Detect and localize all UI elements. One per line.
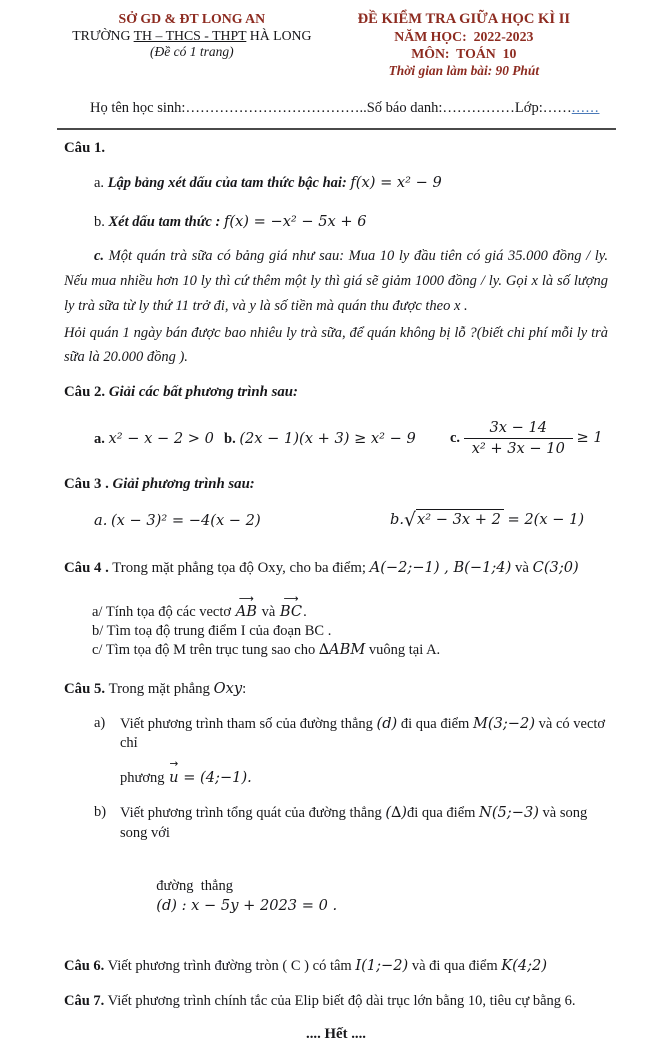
- line-delta-math: (∆): [385, 804, 407, 822]
- conjunction: và: [515, 560, 529, 577]
- question-4-intro-text: Trong mặt phẳng tọa độ Oxy, cho ba điểm;: [112, 560, 366, 577]
- question-3-items: [64, 506, 608, 536]
- question-5b-text-1: Viết phương trình tổng quát của đường thẳng: [120, 805, 382, 822]
- question-5a-text-4: phương: [120, 770, 165, 787]
- school-year-line: NĂM HỌC: 2022-2023: [394, 29, 534, 45]
- question-1b-title: Xét dấu tam thức :: [108, 214, 221, 231]
- question-3-title: Giải phương trình sau:: [112, 475, 255, 492]
- question-1b: [94, 212, 608, 232]
- school-name-underlined: TH – THCS - THPT: [133, 28, 247, 44]
- question-2a-math: x² − x − 2 > 0: [108, 429, 214, 447]
- item-marker: c.: [450, 430, 461, 446]
- candidate-number-dots: ……………: [442, 100, 515, 117]
- question-2c-tail: ≥ 1: [576, 429, 603, 446]
- vector-ab-label: AB: [235, 602, 257, 620]
- question-6: [64, 956, 608, 976]
- question-5a-line-2: [120, 758, 608, 788]
- question-5b-line-1: [120, 803, 608, 842]
- header-left-block: [64, 10, 320, 79]
- student-name-label: Họ tên học sinh:: [90, 100, 186, 117]
- question-4-intro: [64, 558, 608, 579]
- question-6-text-2: và đi qua điểm: [411, 958, 498, 975]
- colon: :: [242, 680, 247, 697]
- candidate-number-label: Số báo danh:: [366, 100, 443, 117]
- question-2: [64, 383, 608, 465]
- question-7: [64, 992, 608, 1011]
- question-1c: [64, 244, 608, 319]
- question-4-points-ab: A(−2;−1) , B(−1;4): [369, 559, 512, 577]
- item-marker: a): [94, 715, 106, 732]
- question-5a-line-1: [120, 714, 608, 753]
- question-7-text: Viết phương trình chính tắc của Elip biết độ dài trục lớn bằng 10, tiêu cự bằng 6.: [107, 993, 576, 1010]
- question-6-text-1: Viết phương trình đường tròn ( C ) có tâm: [107, 958, 352, 975]
- header-divider-rule: [57, 128, 616, 130]
- question-1b-math: f(x) = −x² − 5x + 6: [223, 213, 367, 231]
- item-marker: a.: [94, 430, 105, 447]
- oxy-math: Oxy: [213, 679, 243, 697]
- item-marker: b): [94, 804, 107, 821]
- question-5b-text-3: và song song với: [120, 805, 588, 841]
- question-4-label: Câu 4 .: [64, 560, 109, 577]
- question-5b-text-2: đi qua điểm: [406, 805, 476, 822]
- question-3b-radicand: x² − 3x + 2: [416, 509, 504, 528]
- duration-line: Thời gian làm bài: 90 Phút: [388, 62, 540, 78]
- question-1-note: Hỏi quán 1 ngày bán được bao nhiêu ly trà sữa, để quán không bị lỗ ?(biết chi phí mỗi ly trà sữa là 20.000 đồng ).: [64, 325, 608, 365]
- question-1a-title: Lập bảng xét dấu của tam thức bậc hai:: [107, 175, 347, 192]
- item-marker: b.: [94, 214, 105, 231]
- line-d-equation-math: (d) : x − 5y + 2023 = 0 .: [156, 896, 338, 914]
- center-i-math: I(1;−2): [355, 957, 409, 975]
- triangle-abm-math: ∆ABM: [318, 640, 366, 658]
- vector-u-value-math: = (4;−1).: [183, 769, 252, 787]
- question-5a-text-2: đi qua điểm: [400, 716, 470, 733]
- item-marker: a/: [92, 603, 103, 620]
- question-5b: [64, 803, 608, 935]
- question-2b: [224, 429, 450, 449]
- exam-title: ĐỀ KIỂM TRA GIỮA HỌC KÌ II: [357, 11, 571, 27]
- item-marker: a.: [94, 175, 105, 192]
- question-3-label: Câu 3 . Giải phương trình sau:: [64, 475, 255, 492]
- point-m-math: M(3;−2): [472, 715, 536, 733]
- radical-icon: √: [403, 509, 416, 531]
- question-5a: [64, 714, 608, 788]
- class-label: Lớp:: [514, 100, 543, 117]
- subject-line: MÔN: TOÁN 10: [411, 46, 517, 62]
- class-dots-blue: ......: [571, 100, 600, 117]
- question-4: [64, 558, 608, 659]
- question-5-intro: [64, 679, 608, 700]
- item-marker: b.: [224, 430, 236, 447]
- question-5b-body: [120, 803, 608, 935]
- question-4a: [92, 592, 608, 622]
- vector-arrow-icon: ⟶: [283, 592, 299, 605]
- question-3b: [390, 509, 608, 534]
- question-1a: [94, 173, 608, 193]
- vector-arrow-icon: →: [169, 758, 179, 771]
- question-2b-math: (2x − 1)(x + 3) ≥ x² − 9: [239, 429, 416, 447]
- question-5b-text-4: đường thẳng: [156, 877, 233, 894]
- fraction-numerator: 3x − 14: [464, 419, 573, 439]
- end-of-exam-marker: .... Hết ....: [306, 1026, 366, 1043]
- page-count-note: (Đề có 1 trang): [150, 44, 234, 60]
- vector-ab: [235, 592, 258, 622]
- vector-u: [168, 758, 179, 787]
- period: .: [303, 603, 307, 620]
- school-suffix: HÀ LONG: [246, 28, 312, 44]
- question-4c-text-1: c/ Tìm tọa độ M trên trục tung sao cho: [92, 641, 316, 658]
- conjunction: và: [261, 603, 276, 620]
- question-6-label: Câu 6.: [64, 958, 105, 975]
- department-line: SỞ GD & ĐT LONG AN: [118, 11, 266, 26]
- question-2c: [450, 419, 608, 458]
- question-1c-text: Một quán trà sữa có bảng giá như sau: Mua 10 ly đầu tiên có giá 35.000 đồng / ly. Nếu mua nhiều hơn 10 ly thì cứ thêm một ly thì giá sẽ giảm 1000 đồng / ly. Gọi x là số lượng ly trà sữa từ ly thứ 11 trở đi, và y là số tiền mà quán thu được theo x .: [64, 248, 608, 315]
- vector-arrow-icon: ⟶: [238, 592, 254, 605]
- school-prefix: TRƯỜNG: [72, 28, 134, 44]
- student-info-line: [90, 99, 608, 118]
- question-3: [64, 475, 608, 537]
- question-2-items: [64, 413, 608, 465]
- question-5: [64, 679, 608, 936]
- question-4c-text-2: vuông tại A.: [368, 641, 441, 658]
- question-5a-text-1: Viết phương trình tham số của đường thẳng: [120, 716, 373, 733]
- point-n-math: N(5;−3): [479, 804, 539, 822]
- item-marker: b.: [390, 510, 404, 528]
- question-5-intro-text: Trong mặt phẳng: [108, 680, 210, 697]
- line-d-math: (d): [376, 715, 398, 733]
- question-2-title: Giải các bất phương trình sau:: [108, 384, 298, 401]
- question-2-label: Câu 2. Giải các bất phương trình sau:: [64, 384, 298, 401]
- fraction-denominator: x² + 3x − 10: [471, 440, 565, 458]
- question-2a: [64, 429, 224, 449]
- school-name-line: [64, 27, 320, 44]
- question-4-parts: [92, 592, 608, 660]
- class-dots: ……: [542, 100, 572, 117]
- item-marker: a.: [94, 512, 108, 530]
- fraction: [464, 419, 573, 458]
- document-header: [64, 10, 608, 79]
- question-4c: [92, 641, 608, 660]
- vector-u-label: u: [169, 769, 179, 787]
- question-1a-math: f(x) = x² − 9: [350, 174, 442, 192]
- item-marker: c.: [94, 248, 105, 265]
- question-3a: [64, 511, 390, 531]
- question-3a-math: (x − 3)² = −4(x − 2): [110, 512, 261, 530]
- student-name-dots: ………………………………..: [185, 100, 367, 117]
- header-right-block: [320, 10, 608, 79]
- question-5-label: Câu 5.: [64, 680, 106, 697]
- question-3b-tail: = 2(x − 1): [507, 510, 585, 528]
- point-k-math: K(4;2): [501, 957, 548, 975]
- question-7-label: Câu 7.: [64, 993, 105, 1010]
- question-5b-line-2: [120, 854, 608, 936]
- question-4b: b/ Tìm toạ độ trung điểm I của đoạn BC .: [92, 622, 332, 639]
- vector-bc: [279, 592, 303, 622]
- question-4a-text: Tính tọa độ các vectơ: [105, 603, 232, 620]
- question-4-point-c: C(3;0): [532, 559, 579, 577]
- question-1: [64, 139, 608, 370]
- question-5a-body: [120, 714, 608, 788]
- question-1-label: Câu 1.: [64, 139, 106, 156]
- vector-bc-label: BC: [279, 602, 303, 620]
- question-5a-text-3: và có vectơ chỉ: [120, 716, 606, 752]
